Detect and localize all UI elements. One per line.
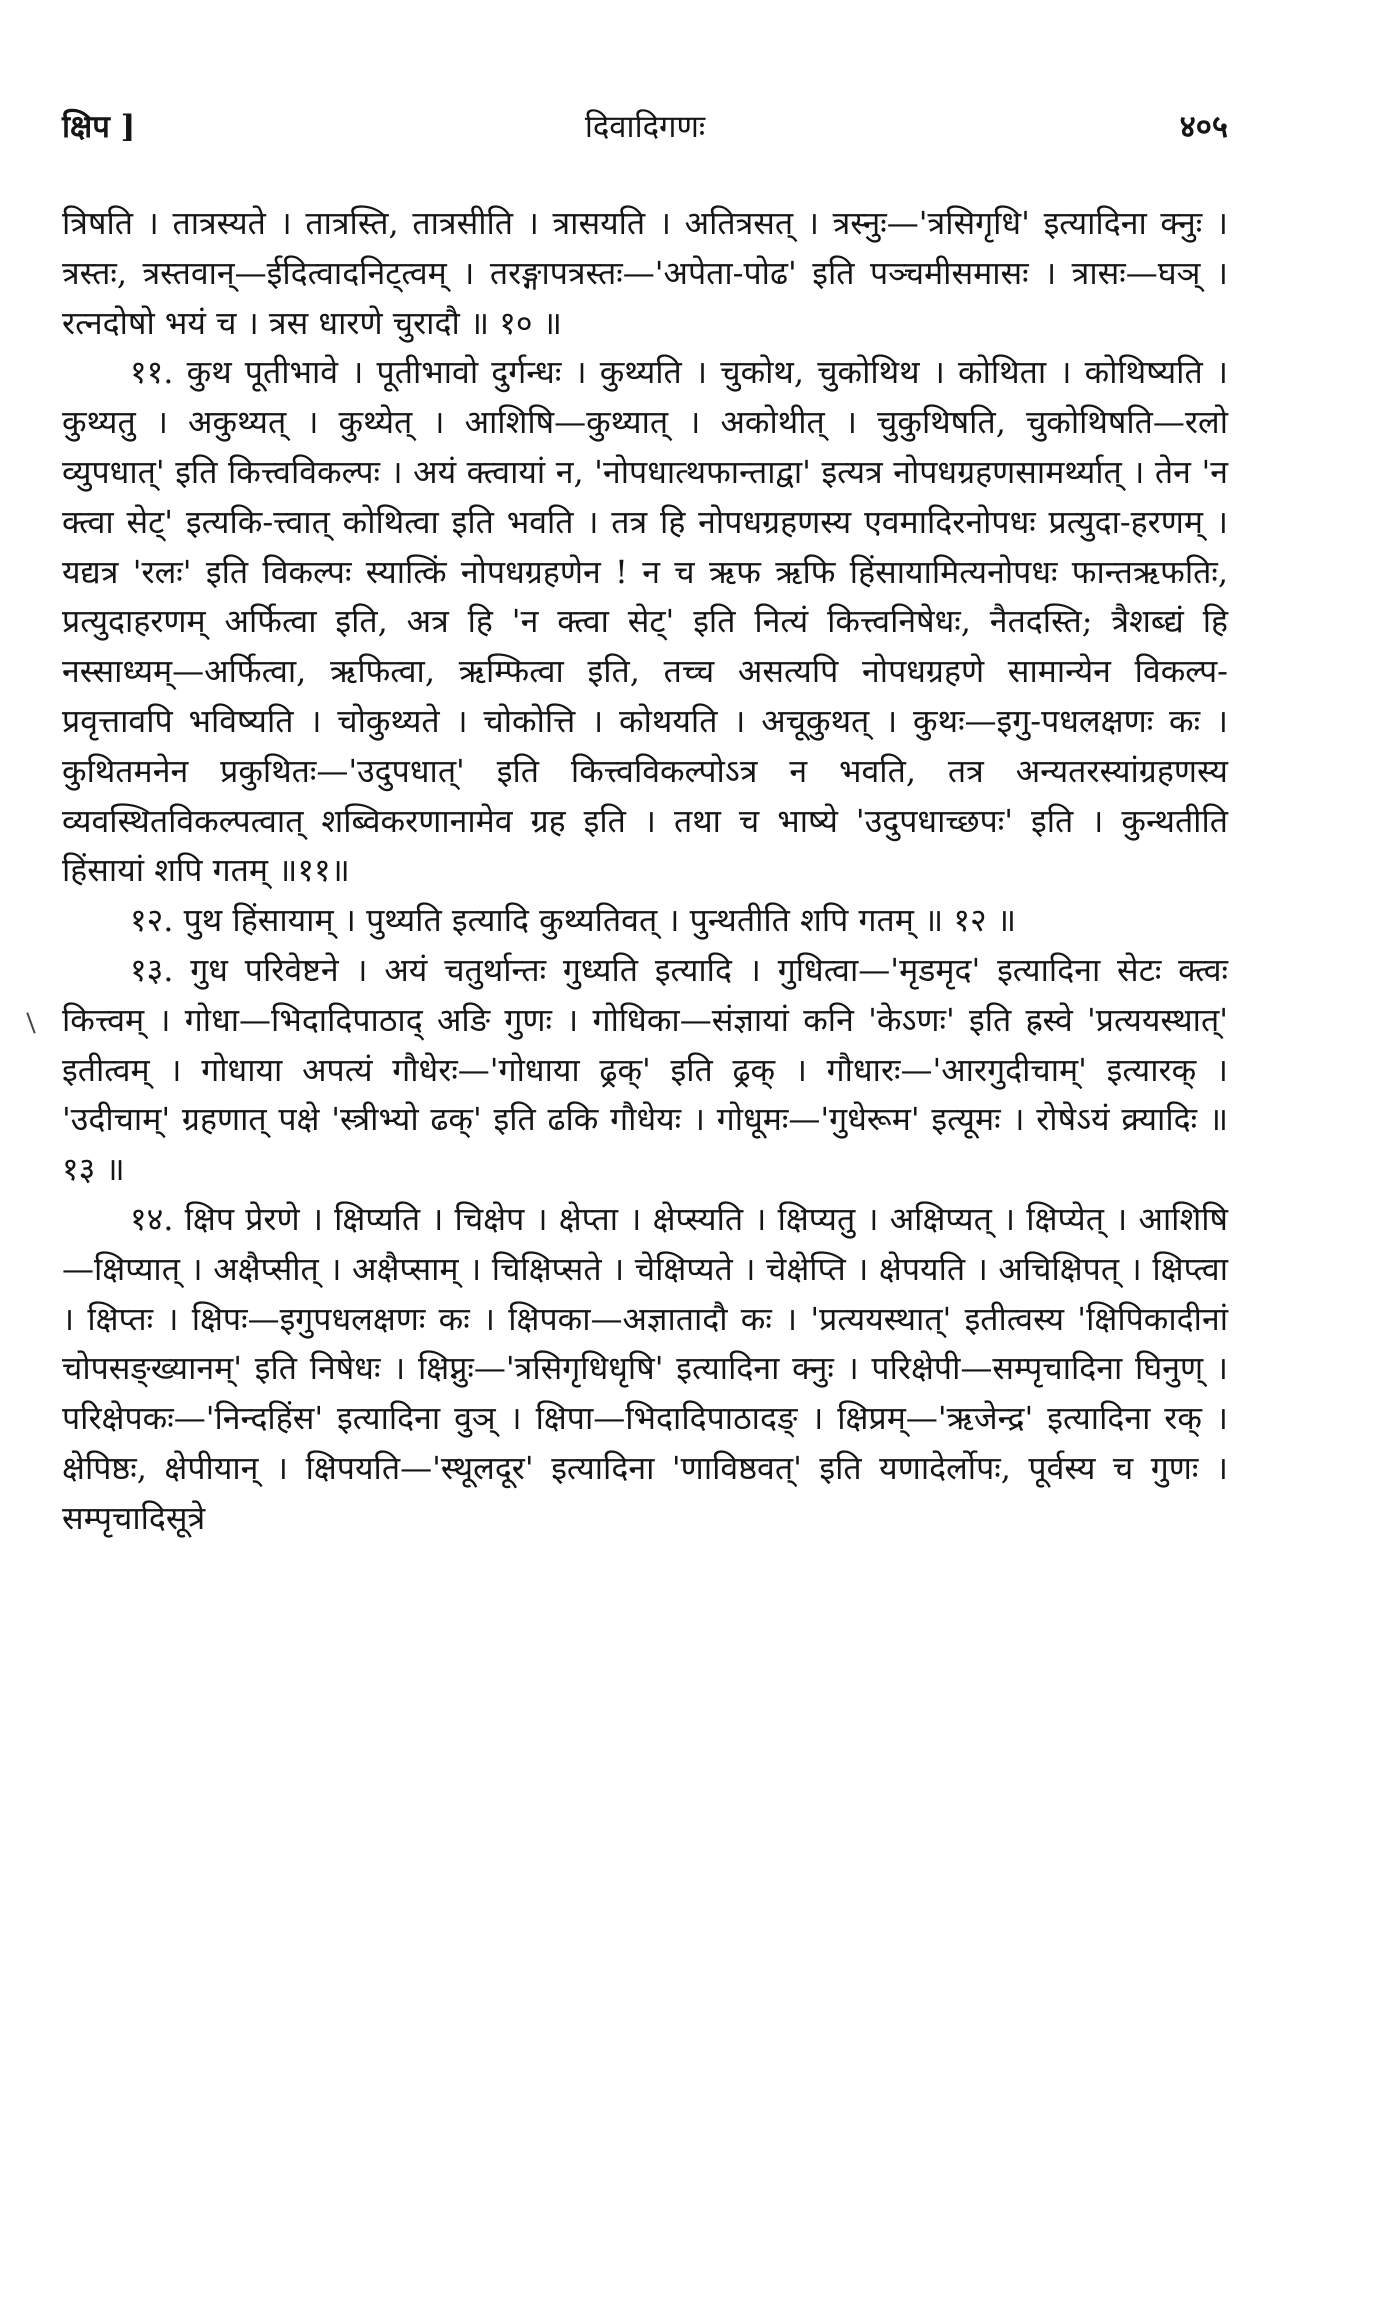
header-left: क्षिप ] [62,109,136,145]
paragraph-10-continuation: त्रिषति । तात्रस्यते । तात्रस्ति, तात्रसीति । त्रासयति । अतित्रसत् । त्रस्नुः—'त्रसिगृधि' इत्यादिना क्नुः । त्रस्तः, त्रस्तवान्—ईदित्वादनिट्त्वम् । तरङ्गापत्रस्तः—'अपेता-पोढ' इति पञ्चमीसमासः । त्रासः—घञ् । रत्नदोषो भयं च । त्रस धारणे चुरादौ ॥ १० ॥ [62,204,1228,342]
running-header [62,105,1228,147]
paragraph-12: १२. पुथ हिंसायाम् । पुथ्यति इत्यादि कुथ्यतिवत् । पुन्थतीति शपि गतम् ॥ १२ ॥ [130,901,1016,940]
page-body [62,199,1228,1544]
header-title: दिवादिगणः [584,109,706,145]
paragraph-11: ११. कुथ पूतीभावे । पूतीभावो दुर्गन्धः । कुथ्यति । चुकोथ, चुकोथिथ । कोथिता । कोथिष्यति । कुथ्यतु । अकुथ्यत् । कुथ्येत् । आशिषि—कुथ्यात् । अकोथीत् । चुकुथिषति, चुकोथिषति—रलो व्युपधात्' इति कित्त्वविकल्पः । अयं क्त्वायां न, 'नोपधात्थफान्ताद्वा' इत्यत्र नोपधग्रहणसामर्थ्यात् । तेन 'न क्त्वा सेट्' इत्यकि-त्त्वात् कोथित्वा इति भवति । तत्र हि नोपधग्रहणस्य एवमादिरनोपधः प्रत्युदा-हरणम् । यद्यत्र 'रलः' इति विकल्पः स्यात्किं नोपधग्रहणेन ! न च ऋफ ऋफि हिंसायामित्यनोपधः फान्तऋफतिः, प्रत्युदाहरणम् अर्फित्वा इति, अत्र हि 'न क्त्वा सेट्' इति नित्यं कित्त्वनिषेधः, नैतदस्ति; त्रैशब्द्यं हि नस्साध्यम्—अर्फित्वा, ऋफित्वा, ऋम्फित्वा इति, तच्च असत्यपि नोपधग्रहणे सामान्येन विकल्प-प्रवृत्तावपि भविष्यति । चोकुथ्यते । चोकोत्ति । कोथयति । अचूकुथत् । कुथः—इगु-पधलक्षणः कः । कुथितमनेन प्रकुथितः—'उदुपधात्' इति कित्त्वविकल्पोऽत्र न भवति, तत्र अन्यतरस्यांग्रहणस्य व्यवस्थितविकल्पत्वात् शब्विकरणानामेव ग्रह इति । तथा च भाष्ये 'उदुपधाच्छपः' इति । कुन्थतीति हिंसायां शपि गतम् ॥११॥ [62,353,1228,890]
margin-mark [26,1012,35,1033]
paragraph-14: १४. क्षिप प्रेरणे । क्षिप्यति । चिक्षेप । क्षेप्ता । क्षेप्स्यति । क्षिप्यतु । अक्षिप्यत् । क्षिप्येत् । आशिषि—क्षिप्यात् । अक्षैप्सीत् । अक्षैप्साम् । चिक्षिप्सते । चेक्षिप्यते । चेक्षेप्ति । क्षेपयति । अचिक्षिपत् । क्षिप्त्वा । क्षिप्तः । क्षिपः—इगुपधलक्षणः कः । क्षिपका—अज्ञातादौ कः । 'प्रत्ययस्थात्' इतीत्वस्य 'क्षिपिकादीनां चोपसङ्ख्यानम्' इति निषेधः । क्षिप्नुः—'त्रसिगृधिधृषि' इत्यादिना क्नुः । परिक्षेपी—सम्पृचादिना घिनुण् । परिक्षेपकः—'निन्दहिंस' इत्यादिना वुञ् । क्षिपा—भिदादिपाठादङ् । क्षिप्रम्—'ऋजेन्द्र' इत्यादिना रक् । क्षेपिष्ठः, क्षेपीयान् । क्षिपयति—'स्थूलदूर' इत्यादिना 'णाविष्ठवत्' इति यणादेर्लोपः, पूर्वस्य च गुणः । सम्पृचादिसूत्रे [62,1199,1228,1537]
paragraph-13: १३. गुध परिवेष्टने । अयं चतुर्थान्तः गुध्यति इत्यादि । गुधित्वा—'मृडमृद' इत्यादिना सेटः क्त्वः कित्त्वम् । गोधा—भिदादिपाठाद् अङि गुणः । गोधिका—संज्ञायां कनि 'केऽणः' इति ह्रस्वे 'प्रत्ययस्थात्' इतीत्वम् । गोधाया अपत्यं गौधेरः—'गोधाया ढ्रक्' इति ढ्रक् । गौधारः—'आरगुदीचाम्' इत्यारक् । 'उदीचाम्' ग्रहणात् पक्षे 'स्त्रीभ्यो ढक्' इति ढकि गौधेयः । गोधूमः—'गुधेरूम' इत्यूमः । रोषेऽयं क्र्यादिः ॥ १३ ॥ [62,950,1228,1189]
page-number: ४०५ [1179,109,1228,145]
